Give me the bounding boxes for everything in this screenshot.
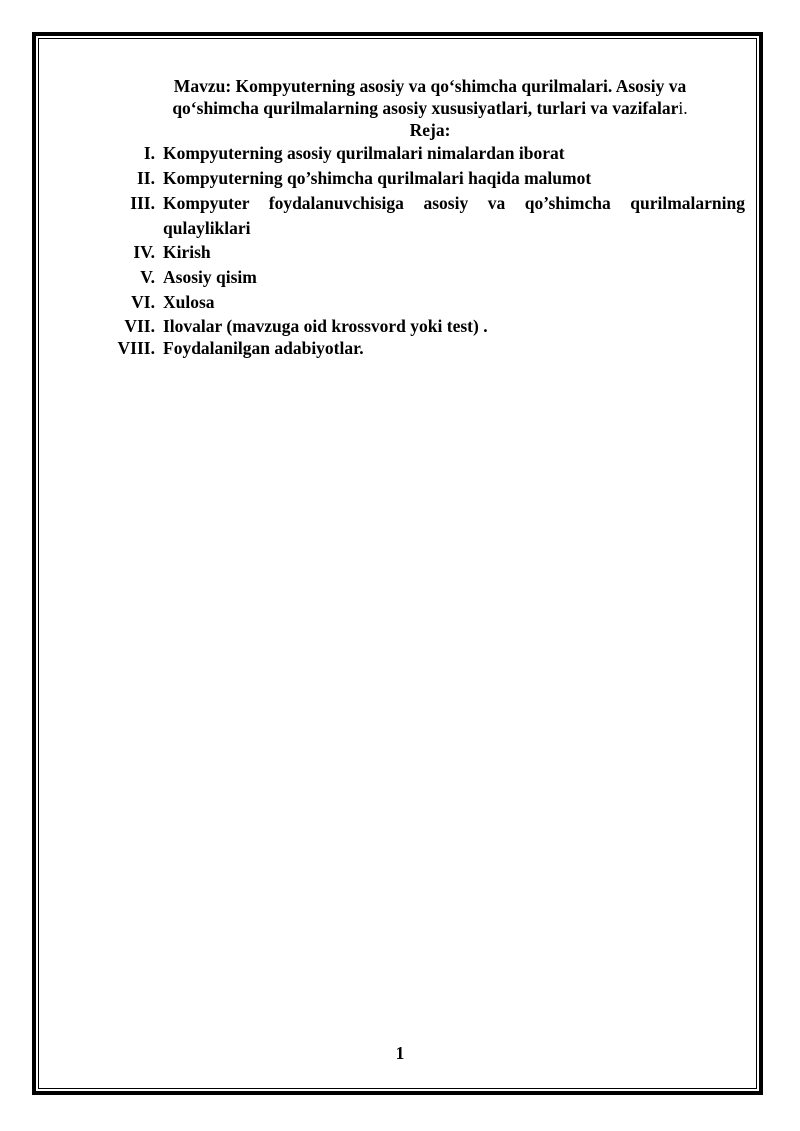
title-line-1: Mavzu: Kompyuterning asosiy va qo‘shimcha qurilmalari. Asosiy va: [173, 76, 687, 96]
plan-item-number: I.: [143, 143, 155, 163]
plan-item-text: Kompyuterning qo’shimcha qurilmalari haqida malumot: [163, 168, 592, 188]
document-title: [100, 75, 760, 119]
plan-item-text-line-1: Kompyuter foydalanuvchisiga asosiy va qo’shimcha qurilmalarning: [163, 193, 745, 213]
plan-item-text: Ilovalar (mavzuga oid krossvord yoki test) .: [163, 316, 488, 336]
title-line-2-main: qo‘shimcha qurilmalarning asosiy xususiyatlari, turlari va vazifalar: [172, 98, 679, 118]
plan-list: [100, 141, 745, 359]
plan-item-1: [100, 141, 745, 166]
plan-item-4: [100, 240, 745, 265]
title-line-2: [100, 97, 760, 119]
plan-item-number: III.: [130, 193, 155, 213]
title-line-2-tail: i.: [678, 98, 688, 118]
plan-item-number: VIII.: [117, 338, 155, 358]
plan-item-text: Asosiy qisim: [163, 267, 257, 287]
plan-item-6: [100, 290, 745, 315]
plan-item-number: VII.: [124, 316, 155, 336]
plan-item-3: [100, 191, 745, 240]
plan-item-5: [100, 265, 745, 290]
plan-item-number: VI.: [131, 292, 155, 312]
plan-item-8: [100, 337, 745, 359]
plan-item-text: Foydalanilgan adabiyotlar.: [163, 338, 364, 358]
plan-item-2: [100, 166, 745, 191]
plan-heading: Reja:: [409, 120, 451, 140]
plan-item-text: Xulosa: [163, 292, 215, 312]
plan-item-7: [100, 315, 745, 337]
plan-item-text-line-2: qulayliklari: [163, 218, 251, 238]
plan-item-text: Kompyuterning asosiy qurilmalari nimalardan iborat: [163, 143, 565, 163]
page-number: 1: [395, 1043, 405, 1063]
plan-item-number: IV.: [133, 242, 155, 262]
plan-item-text: Kirish: [163, 242, 211, 262]
plan-item-number: II.: [137, 168, 155, 188]
plan-item-number: V.: [140, 267, 155, 287]
